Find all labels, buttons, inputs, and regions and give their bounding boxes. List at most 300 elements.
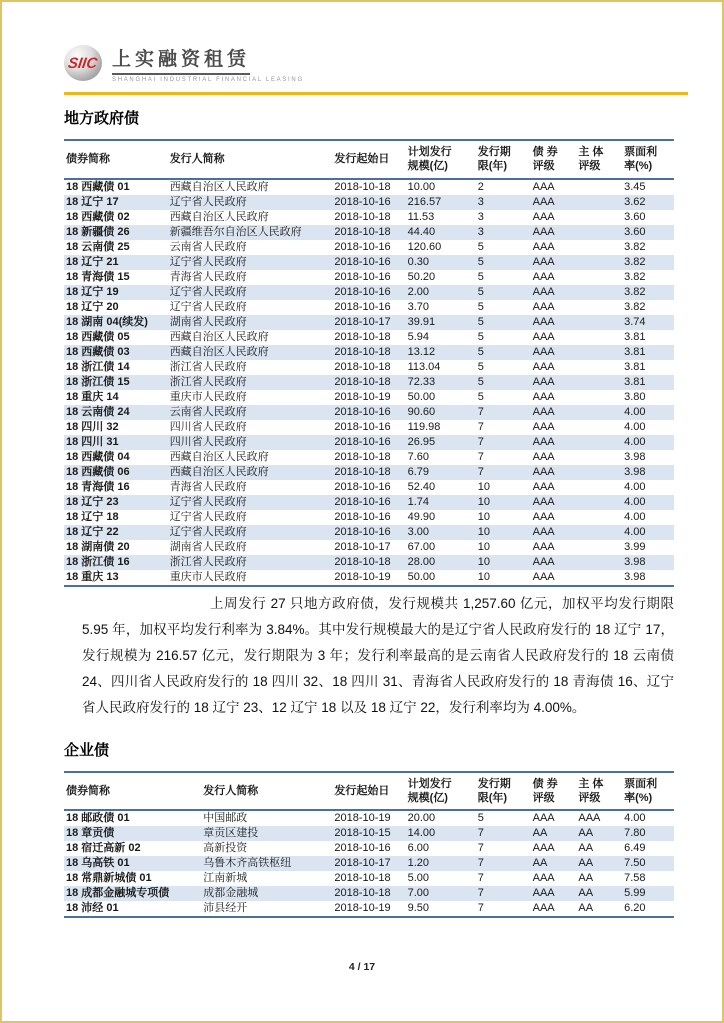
planned-size-cell: 5.94 (407, 330, 429, 343)
term-cell: 7 (477, 857, 484, 870)
term-cell: 5 (477, 812, 484, 825)
issue-date-cell: 2018-10-16 (334, 195, 391, 208)
coupon-rate-cell: 6.20 (624, 902, 646, 915)
column-header-line1: 主 体 (578, 146, 604, 158)
bond-name-cell: 18 乌高铁 01 (66, 857, 130, 870)
bond-rating-cell: AAA (532, 390, 555, 403)
column-header-line1: 发行人简称 (203, 784, 259, 797)
bond-name-cell: 18 辽宁 21 (66, 255, 119, 268)
table-row (64, 375, 674, 390)
issue-date-cell: 2018-10-15 (334, 827, 391, 840)
coupon-rate-cell: 4.00 (624, 420, 646, 433)
coupon-rate-cell: 3.82 (624, 285, 646, 298)
brand-logo (64, 40, 674, 86)
table-row (64, 300, 674, 315)
issuer-cell: 乌鲁木齐高铁枢纽 (203, 857, 292, 870)
issue-date-cell: 2018-10-18 (334, 887, 391, 900)
column-header-line2: 规模(亿) (407, 160, 448, 173)
bond-name-cell: 18 辽宁 22 (66, 525, 119, 538)
coupon-rate-cell: 5.99 (624, 887, 646, 900)
coupon-rate-cell: 3.82 (624, 240, 646, 253)
column-header (406, 772, 476, 811)
column-header-line1: 发行人简称 (169, 153, 225, 166)
bond-rating-cell: AAA (532, 540, 555, 553)
issuer-rating-cell: AA (578, 842, 594, 855)
column-header-line1: 债券简称 (66, 784, 110, 797)
issuer-rating-cell (576, 465, 622, 480)
coupon-rate-cell: 3.74 (624, 315, 646, 328)
bond-rating-cell: AAA (532, 225, 555, 238)
issuer-cell: 四川省人民政府 (169, 435, 247, 448)
table-row (64, 450, 674, 465)
planned-size-cell: 52.40 (407, 480, 436, 493)
coupon-rate-cell: 3.98 (624, 570, 646, 583)
issuer-rating-cell: AA (578, 887, 594, 900)
planned-size-cell: 7.60 (407, 450, 429, 463)
column-header-line1: 票面利 (624, 777, 658, 790)
table-row (64, 315, 674, 330)
issue-date-cell: 2018-10-18 (334, 872, 391, 885)
issue-date-cell: 2018-10-19 (334, 570, 391, 583)
planned-size-cell: 49.90 (407, 510, 436, 523)
column-header-line2: 评级 (578, 791, 601, 804)
bond-rating-cell: AAA (532, 405, 555, 418)
term-cell: 7 (477, 405, 484, 418)
issuer-rating-cell (576, 330, 622, 345)
column-header-line1: 发行期 (477, 146, 511, 158)
column-header (622, 140, 674, 179)
issue-date-cell: 2018-10-16 (334, 240, 391, 253)
term-cell: 3 (477, 210, 484, 223)
bond-rating-cell: AAA (532, 887, 555, 900)
column-header-line2: 评级 (532, 791, 555, 804)
issue-date-cell: 2018-10-16 (334, 435, 391, 448)
term-cell: 5 (477, 390, 484, 403)
coupon-rate-cell: 7.80 (624, 827, 646, 840)
bond-name-cell: 18 西藏债 05 (66, 330, 130, 343)
issuer-rating-cell: AA (578, 857, 594, 870)
table-row (64, 856, 674, 871)
issuer-rating-cell (576, 255, 622, 270)
siic-logo-text: SIIC (67, 54, 99, 72)
table-row (64, 435, 674, 450)
column-header (332, 140, 405, 179)
bond-name-cell: 18 四川 31 (66, 435, 119, 448)
issuer-cell: 重庆市人民政府 (169, 390, 247, 403)
issuer-rating-cell (576, 270, 622, 285)
issuer-cell: 成都金融城 (203, 887, 259, 900)
bond-name-cell: 18 青海债 15 (66, 270, 130, 283)
issue-date-cell: 2018-10-16 (334, 255, 391, 268)
coupon-rate-cell: 3.98 (624, 450, 646, 463)
issuer-cell: 江南新城 (203, 872, 248, 885)
planned-size-cell: 0.30 (407, 255, 429, 268)
issue-date-cell: 2018-10-16 (334, 510, 391, 523)
coupon-rate-cell: 3.81 (624, 375, 646, 388)
term-cell: 5 (477, 300, 484, 313)
coupon-rate-cell: 6.49 (624, 842, 646, 855)
bond-name-cell: 18 重庆 13 (66, 570, 119, 583)
bond-rating-cell: AAA (532, 420, 555, 433)
gov-bonds-summary: 上周发行 27 只地方政府债，发行规模共 1,257.60 亿元，加权平均发行期限 5.95 年，加权平均发行利率为 3.84%。其中发行规模最大的是辽宁省人民政府发行的 18 辽宁 17，发行规模为 216.57 亿元，发行期限为 3 年；发行利率最高的是云南省人民政府发行的 18 云南债 24、四川省人民政府发行的 18 四川 32、18 四川 31、青海省人民政府发行的 18 青海债 16、辽宁省人民政府发行的 18 辽宁 23、12 辽宁 18 以及 18 辽宁 22，发行利率均为 4.00%。 (82, 595, 674, 715)
bond-rating-cell: AAA (532, 210, 555, 223)
issue-date-cell: 2018-10-18 (334, 375, 391, 388)
issue-date-cell: 2018-10-16 (334, 842, 391, 855)
column-header-line1: 发行期 (477, 777, 511, 790)
bond-name-cell: 18 西藏债 03 (66, 345, 130, 358)
term-cell: 7 (477, 827, 484, 840)
coupon-rate-cell: 4.00 (624, 510, 646, 523)
issuer-rating-cell (576, 420, 622, 435)
bond-name-cell: 18 云南债 24 (66, 405, 130, 418)
coupon-rate-cell: 4.00 (624, 525, 646, 538)
table-header-row (64, 140, 674, 179)
column-header-line1: 计划发行 (407, 777, 452, 790)
issuer-cell: 浙江省人民政府 (169, 360, 247, 373)
table-row (64, 255, 674, 270)
issuer-rating-cell: AA (578, 827, 594, 840)
bond-rating-cell: AAA (532, 345, 555, 358)
issuer-rating-cell (576, 210, 622, 225)
issuer-rating-cell (576, 360, 622, 375)
table-row (64, 871, 674, 886)
bond-name-cell: 18 西藏债 04 (66, 450, 130, 463)
term-cell: 10 (477, 555, 490, 568)
bond-rating-cell: AAA (532, 555, 555, 568)
column-header-line2: 率(%) (624, 160, 653, 173)
issuer-rating-cell (576, 480, 622, 495)
issue-date-cell: 2018-10-19 (334, 390, 391, 403)
gold-divider (64, 92, 688, 95)
bond-rating-cell: AAA (532, 465, 555, 478)
column-header-line2: 评级 (532, 160, 555, 173)
term-cell: 7 (477, 450, 484, 463)
bond-rating-cell: AA (532, 827, 548, 840)
coupon-rate-cell: 3.45 (624, 180, 646, 193)
column-header-line1: 债券简称 (66, 153, 110, 166)
table-row (64, 540, 674, 555)
table-row (64, 826, 674, 841)
table-row (64, 390, 674, 405)
term-cell: 5 (477, 330, 484, 343)
issue-date-cell: 2018-10-18 (334, 345, 391, 358)
issue-date-cell: 2018-10-16 (334, 300, 391, 313)
bond-rating-cell: AAA (532, 525, 555, 538)
table-row (64, 345, 674, 360)
issuer-rating-cell (576, 510, 622, 525)
planned-size-cell: 2.00 (407, 285, 429, 298)
bond-name-cell: 18 浙江债 16 (66, 555, 130, 568)
planned-size-cell: 50.00 (407, 570, 436, 583)
bond-name-cell: 18 西藏债 02 (66, 210, 130, 223)
gov-bonds-table (64, 139, 674, 587)
issuer-cell: 辽宁省人民政府 (169, 300, 247, 313)
bond-rating-cell: AAA (532, 195, 555, 208)
term-cell: 10 (477, 540, 490, 553)
issuer-cell: 云南省人民政府 (169, 405, 247, 418)
column-header-line2: 限(年) (477, 160, 508, 173)
bond-rating-cell: AAA (532, 435, 555, 448)
issuer-rating-cell (576, 495, 622, 510)
column-header (622, 772, 674, 811)
term-cell: 5 (477, 270, 484, 283)
term-cell: 5 (477, 345, 484, 358)
issuer-rating-cell (576, 345, 622, 360)
brand-text (112, 44, 304, 83)
planned-size-cell: 44.40 (407, 225, 436, 238)
term-cell: 5 (477, 240, 484, 253)
bond-name-cell: 18 云南债 25 (66, 240, 130, 253)
issuer-cell: 辽宁省人民政府 (169, 285, 247, 298)
issuer-cell: 西藏自治区人民政府 (169, 345, 269, 358)
coupon-rate-cell: 3.82 (624, 255, 646, 268)
issuer-cell: 新疆维吾尔自治区人民政府 (169, 225, 302, 238)
table-body (64, 810, 674, 917)
table-row (64, 525, 674, 540)
issuer-rating-cell (576, 450, 622, 465)
bond-name-cell: 18 常鼎新城债 01 (66, 872, 152, 885)
issuer-cell: 辽宁省人民政府 (169, 255, 247, 268)
column-header-line1: 债 券 (532, 777, 558, 790)
term-cell: 5 (477, 285, 484, 298)
column-header-line2: 评级 (578, 160, 601, 173)
table-row (64, 495, 674, 510)
issuer-cell: 青海省人民政府 (169, 480, 247, 493)
bond-name-cell: 18 辽宁 18 (66, 510, 119, 523)
table-row (64, 570, 674, 586)
bond-rating-cell: AAA (532, 270, 555, 283)
issue-date-cell: 2018-10-16 (334, 270, 391, 283)
issue-date-cell: 2018-10-16 (334, 420, 391, 433)
issuer-rating-cell (576, 225, 622, 240)
issuer-cell: 湖南省人民政府 (169, 540, 247, 553)
column-header-line1: 计划发行 (407, 146, 452, 158)
bond-name-cell: 18 章贡债 (66, 827, 115, 840)
issuer-cell: 中国邮政 (203, 812, 248, 825)
table-row (64, 360, 674, 375)
bond-rating-cell: AAA (532, 842, 555, 855)
bond-rating-cell: AAA (532, 450, 555, 463)
column-header-line1: 票面利 (624, 146, 658, 158)
column-header (64, 140, 168, 179)
bond-name-cell: 18 成都金融城专项债 (66, 887, 170, 900)
issue-date-cell: 2018-10-17 (334, 857, 391, 870)
column-header (201, 772, 332, 811)
issue-date-cell: 2018-10-16 (334, 285, 391, 298)
brand-name-en: SHANGHAI INDUSTRIAL FINANCIAL LEASING (112, 76, 304, 83)
term-cell: 10 (477, 480, 490, 493)
coupon-rate-cell: 3.81 (624, 330, 646, 343)
planned-size-cell: 67.00 (407, 540, 436, 553)
bond-rating-cell: AA (532, 857, 548, 870)
bond-rating-cell: AAA (532, 360, 555, 373)
term-cell: 7 (477, 902, 484, 915)
issue-date-cell: 2018-10-18 (334, 465, 391, 478)
issue-date-cell: 2018-10-18 (334, 330, 391, 343)
bond-name-cell: 18 重庆 14 (66, 390, 119, 403)
bond-name-cell: 18 湖南 04(续发) (66, 315, 148, 328)
planned-size-cell: 9.50 (407, 902, 429, 915)
planned-size-cell: 6.79 (407, 465, 429, 478)
siic-globe-icon (64, 45, 102, 81)
issuer-cell: 西藏自治区人民政府 (169, 450, 269, 463)
issuer-rating-cell (576, 390, 622, 405)
bond-rating-cell: AAA (532, 812, 555, 825)
planned-size-cell: 3.70 (407, 300, 429, 313)
table-head (64, 140, 674, 179)
term-cell: 7 (477, 435, 484, 448)
issue-date-cell: 2018-10-18 (334, 555, 391, 568)
issuer-cell: 高新投资 (203, 842, 248, 855)
bond-name-cell: 18 宿迁高新 02 (66, 842, 141, 855)
planned-size-cell: 50.20 (407, 270, 436, 283)
bond-name-cell: 18 辽宁 19 (66, 285, 119, 298)
planned-size-cell: 5.00 (407, 872, 429, 885)
coupon-rate-cell: 4.00 (624, 480, 646, 493)
bond-rating-cell: AAA (532, 285, 555, 298)
bond-name-cell: 18 青海债 16 (66, 480, 130, 493)
planned-size-cell: 6.00 (407, 842, 429, 855)
table-header-row (64, 772, 674, 811)
table-row (64, 195, 674, 210)
issue-date-cell: 2018-10-16 (334, 405, 391, 418)
bond-rating-cell: AAA (532, 180, 555, 193)
issuer-rating-cell (576, 570, 622, 586)
column-header-line1: 发行起始日 (334, 153, 390, 166)
table-row (64, 240, 674, 255)
bond-name-cell: 18 四川 32 (66, 420, 119, 433)
issuer-cell: 浙江省人民政府 (169, 375, 247, 388)
issuer-cell: 章贡区建投 (203, 827, 259, 840)
column-header (476, 772, 531, 811)
coupon-rate-cell: 7.58 (624, 872, 646, 885)
column-header-line2: 率(%) (624, 791, 653, 804)
planned-size-cell: 120.60 (407, 240, 442, 253)
table-row (64, 225, 674, 240)
table-row (64, 270, 674, 285)
issuer-rating-cell: AAA (578, 812, 601, 825)
issuer-cell: 辽宁省人民政府 (169, 195, 247, 208)
bond-name-cell: 18 邮政债 01 (66, 812, 130, 825)
term-cell: 7 (477, 420, 484, 433)
term-cell: 3 (477, 195, 484, 208)
issuer-cell: 青海省人民政府 (169, 270, 247, 283)
issuer-rating-cell (576, 315, 622, 330)
issuer-cell: 辽宁省人民政府 (169, 510, 247, 523)
column-header (64, 772, 201, 811)
issue-date-cell: 2018-10-18 (334, 210, 391, 223)
coupon-rate-cell: 3.99 (624, 540, 646, 553)
planned-size-cell: 72.33 (407, 375, 436, 388)
issue-date-cell: 2018-10-19 (334, 902, 391, 915)
issuer-cell: 西藏自治区人民政府 (169, 465, 269, 478)
issuer-cell: 云南省人民政府 (169, 240, 247, 253)
term-cell: 10 (477, 495, 490, 508)
issue-date-cell: 2018-10-17 (334, 315, 391, 328)
issuer-cell: 西藏自治区人民政府 (169, 210, 269, 223)
table-row (64, 210, 674, 225)
term-cell: 7 (477, 872, 484, 885)
bond-rating-cell: AAA (532, 480, 555, 493)
issuer-cell: 辽宁省人民政府 (169, 495, 247, 508)
table-row (64, 480, 674, 495)
term-cell: 7 (477, 887, 484, 900)
planned-size-cell: 119.98 (407, 420, 441, 433)
issuer-cell: 重庆市人民政府 (169, 570, 247, 583)
coupon-rate-cell: 3.82 (624, 270, 646, 283)
column-header (332, 772, 405, 811)
bond-name-cell: 18 辽宁 20 (66, 300, 119, 313)
term-cell: 10 (477, 570, 490, 583)
issuer-cell: 西藏自治区人民政府 (169, 330, 269, 343)
issuer-cell: 辽宁省人民政府 (169, 525, 247, 538)
term-cell: 10 (477, 510, 490, 523)
column-header (576, 772, 622, 811)
coupon-rate-cell: 3.81 (624, 360, 646, 373)
bond-rating-cell: AAA (532, 510, 555, 523)
issuer-rating-cell (576, 405, 622, 420)
issuer-rating-cell (576, 555, 622, 570)
issue-date-cell: 2018-10-16 (334, 525, 391, 538)
bond-name-cell: 18 新疆债 26 (66, 225, 130, 238)
term-cell: 2 (477, 180, 484, 193)
planned-size-cell: 20.00 (407, 812, 436, 825)
table-row (64, 901, 674, 917)
bond-rating-cell: AAA (532, 495, 555, 508)
column-header (576, 140, 622, 179)
bond-name-cell: 18 西藏债 06 (66, 465, 130, 478)
issuer-cell: 沛县经开 (203, 902, 248, 915)
planned-size-cell: 1.20 (407, 857, 429, 870)
table-row (64, 465, 674, 480)
column-header-line2: 限(年) (477, 791, 508, 804)
bond-rating-cell: AAA (532, 315, 555, 328)
section-title-corp-bonds: 企业债 (64, 741, 110, 759)
term-cell: 10 (477, 525, 490, 538)
column-header-line1: 发行起始日 (334, 784, 390, 797)
column-header (531, 140, 577, 179)
column-header-line1: 主 体 (578, 777, 604, 790)
planned-size-cell: 113.04 (407, 360, 441, 373)
table-row (64, 405, 674, 420)
issue-date-cell: 2018-10-18 (334, 180, 391, 193)
bond-name-cell: 18 辽宁 23 (66, 495, 119, 508)
term-cell: 7 (477, 465, 484, 478)
table-row (64, 841, 674, 856)
table-row (64, 330, 674, 345)
bond-name-cell: 18 沛经 01 (66, 902, 119, 915)
bond-rating-cell: AAA (532, 375, 555, 388)
bond-name-cell: 18 西藏债 01 (66, 180, 130, 193)
issuer-cell: 西藏自治区人民政府 (169, 180, 269, 193)
term-cell: 5 (477, 255, 484, 268)
column-header (168, 140, 333, 179)
planned-size-cell: 39.91 (407, 315, 436, 328)
bond-name-cell: 18 浙江债 14 (66, 360, 130, 373)
table-row (64, 886, 674, 901)
coupon-rate-cell: 3.81 (624, 345, 646, 358)
issue-date-cell: 2018-10-19 (334, 812, 391, 825)
issue-date-cell: 2018-10-18 (334, 225, 391, 238)
column-header (406, 140, 476, 179)
corp-bonds-table (64, 771, 674, 919)
bond-rating-cell: AAA (532, 902, 555, 915)
issue-date-cell: 2018-10-16 (334, 480, 391, 493)
term-cell: 3 (477, 225, 484, 238)
issuer-rating-cell: AA (578, 902, 594, 915)
planned-size-cell: 28.00 (407, 555, 436, 568)
column-header-line1: 债 券 (532, 146, 558, 158)
